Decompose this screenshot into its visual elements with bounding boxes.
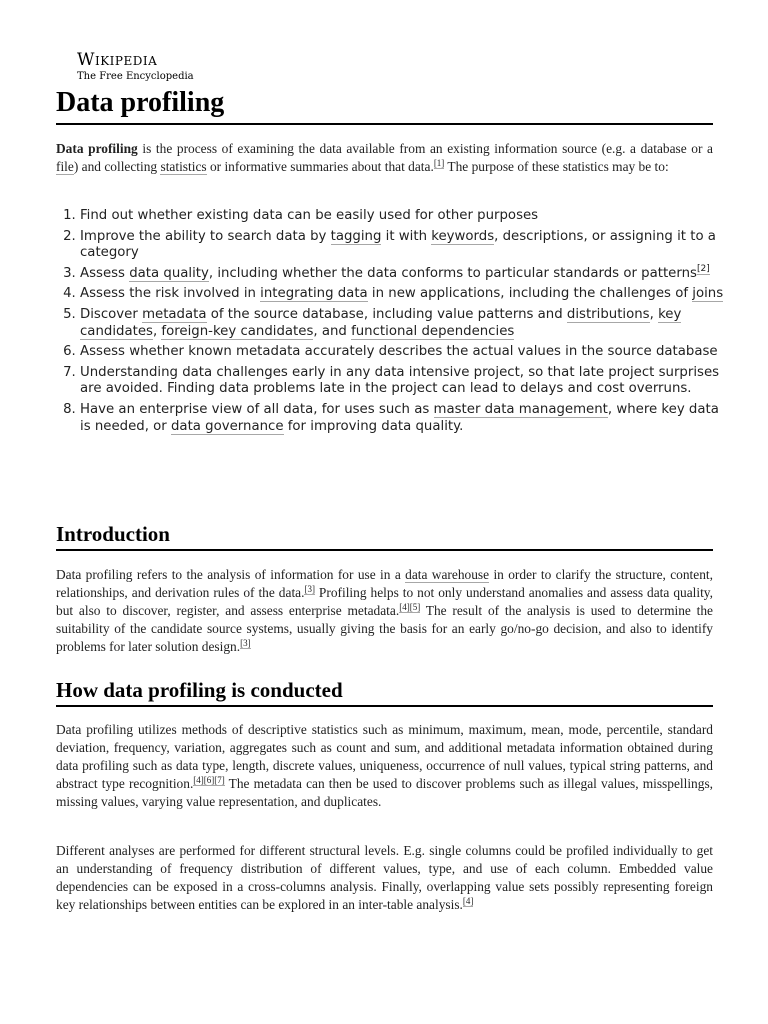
list-item: 8. Have an enterprise view of all data, for uses such as master data management, where key data is needed, or data governance for improving data quality. (80, 402, 730, 435)
purpose-list (56, 208, 730, 439)
heading-how-conducted: How data profiling is conducted (56, 676, 713, 707)
list-item: 4. Assess the risk involved in integrating data in new applications, including the challenges of joins (80, 286, 730, 303)
term-bold: Data profiling (56, 141, 138, 156)
link-file[interactable]: file (56, 159, 74, 174)
link-functional-dependencies[interactable]: functional dependencies (351, 323, 515, 339)
how-paragraph-1: Data profiling utilizes methods of descriptive statistics such as minimum, maximum, mean, mode, percentile, standard deviation, frequency, variation, aggregates such as count and sum, and additional metadata information obtained during data profiling such as data type, length, discrete values, uniqueness, occurrence of null values, typical string patterns, and abstract type recognition.[4][6][7] The metadata can then be used to discover problems such as illegal values, misspellings, missing values, varying value representation, and duplicates. (56, 722, 714, 809)
ref-2[interactable]: [2] (696, 264, 710, 275)
wikipedia-logo[interactable] (77, 50, 194, 83)
intro-paragraph: Data profiling is the process of examining the data available from an existing information source (e.g. a database or a file) and collecting statistics or informative summaries about that data.[1] The purpose of these statistics may be to: (56, 141, 713, 174)
link-key-candidates[interactable]: key candidates (80, 306, 682, 339)
list-item: 6. Assess whether known metadata accurately describes the actual values in the source database (80, 344, 730, 361)
page-title: Data profiling (56, 84, 713, 125)
list-item: 2. Improve the ability to search data by tagging it with keywords, descriptions, or assigning it to a category (80, 229, 730, 262)
ref-1[interactable]: [1] (433, 157, 445, 168)
ref-3[interactable]: [3] (240, 637, 251, 648)
link-tagging[interactable]: tagging (330, 228, 382, 244)
ref-6[interactable]: [6] (203, 774, 215, 785)
link-data-warehouse[interactable]: data warehouse (405, 567, 490, 582)
logo-wordmark: Wikipedia (77, 50, 158, 70)
link-keywords[interactable]: keywords (431, 228, 495, 244)
link-joins[interactable]: joins (692, 286, 724, 302)
link-data-governance[interactable]: data governance (170, 418, 284, 434)
link-integrating-data[interactable]: integrating data (260, 286, 368, 302)
ref-7[interactable]: [7] (214, 774, 225, 785)
list-item: 5. Discover metadata of the source database, including value patterns and distributions, key candidates, foreign-key candidates, and functional dependencies (80, 307, 730, 340)
link-distributions[interactable]: distributions (566, 306, 650, 322)
link-metadata[interactable]: metadata (142, 306, 207, 322)
ref-4[interactable]: [4] (399, 601, 410, 612)
ref-5[interactable]: [5] (409, 601, 421, 612)
link-master-data-management[interactable]: master data management (433, 401, 608, 417)
link-foreign-key-candidates[interactable]: foreign-key candidates (161, 323, 314, 339)
how-paragraph-2: Different analyses are performed for different structural levels. E.g. single columns could be profiled individually to get an understanding of frequency distribution of different values, type, and use of each column. Embedded value dependencies can be exposed in a cross-columns analysis. Finally, overlapping value sets possibly representing foreign key relationships between entities can be explored in an inter-table analysis.[4] (56, 843, 713, 912)
logo-tagline: The Free Encyclopedia (77, 71, 194, 82)
link-statistics[interactable]: statistics (160, 159, 207, 174)
list-item: 3. Assess data quality, including whether the data conforms to particular standards or patterns[2] (80, 266, 730, 283)
ref-4[interactable]: [4] (193, 774, 204, 785)
link-data-quality[interactable]: data quality (129, 265, 209, 281)
ref-3[interactable]: [3] (304, 583, 315, 594)
introduction-paragraph: Data profiling refers to the analysis of information for use in a data warehouse in order to clarify the structure, content, relationships, and derivation rules of the data.[3] Profiling helps to not only understand anomalies and assess data quality, but also to discover, register, and assess enterprise metadata.[4][5] The result of the analysis is used to determine the suitability of the candidate source systems, usually giving the basis for an early go/no-go decision, and also to identify problems for later solution design.[3] (56, 567, 714, 654)
ref-4[interactable]: [4] (462, 895, 474, 906)
list-item: 7. Understanding data challenges early in any data intensive project, so that late project surprises are avoided. Finding data problems late in the project can lead to delays and cost overruns. (80, 365, 730, 398)
heading-introduction: Introduction (56, 520, 713, 551)
list-item: 1. Find out whether existing data can be easily used for other purposes (80, 208, 730, 225)
